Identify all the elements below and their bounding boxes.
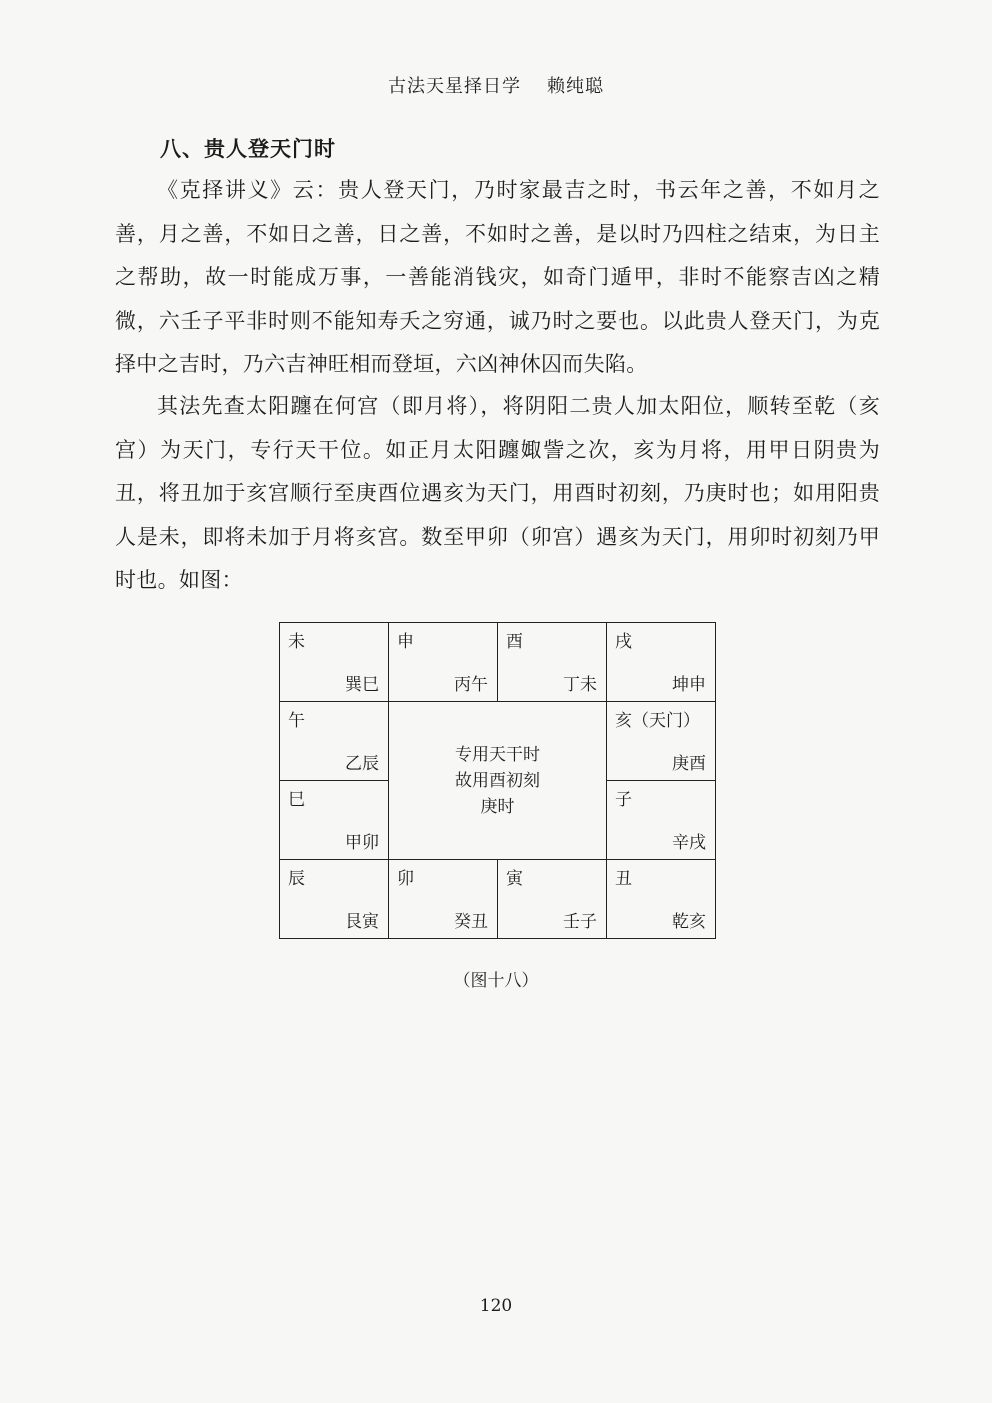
figure-caption: （图十八） [453,971,539,991]
author-name: 赖纯聪 [547,76,604,97]
center-line-1: 专用天干时 [455,744,540,765]
stem-label: 乙辰 [345,754,379,774]
stem-label: 癸丑 [454,912,488,932]
book-title: 古法天星择日学 [388,76,521,97]
branch-label: 子 [615,790,632,810]
palace-cell [389,860,498,939]
stem-label: 乾亥 [672,912,706,932]
stem-label: 丙午 [454,675,488,695]
center-line-2: 故用酉初刻 [455,770,540,791]
palace-cell [607,860,716,939]
branch-label: 申 [397,632,414,652]
palace-cell [280,860,389,939]
palace-cell [280,781,389,860]
palace-cell [280,702,389,781]
palace-cell [607,781,716,860]
paragraph-1: 《克择讲义》云：贵人登天门，乃时家最吉之时，书云年之善，不如月之善，月之善，不如日之善，日之善，不如时之善，是以时乃四柱之结束，为日主之帮助，故一时能成万事，一善能消钱灾，如奇门遁甲，非时不能察吉凶之精微，六壬子平非时则不能知寿夭之穷通，诚乃时之要也。以此贵人登天门，为克择中之吉时，乃六吉神旺相而登垣，六凶神休囚而失陷。 [115,178,880,376]
branch-label: 亥（天门） [615,711,700,731]
section-heading: 八、贵人登天门时 [160,137,336,161]
branch-label: 未 [288,632,305,652]
stem-label: 巽巳 [345,675,379,695]
branch-label: 戌 [615,632,632,652]
stem-label: 庚酉 [672,754,706,774]
stem-label: 甲卯 [345,833,379,853]
branch-label: 酉 [506,632,523,652]
page-number: 120 [479,1296,513,1316]
palace-cell [498,623,607,702]
branch-label: 寅 [506,869,523,889]
branch-label: 巳 [288,790,305,810]
stem-label: 坤申 [672,675,706,695]
paragraph-2: 其法先查太阳躔在何宫（即月将），将阴阳二贵人加太阳位，顺转至乾（亥宫）为天门，专行天干位。如正月太阳躔娵訾之次，亥为月将，用甲日阴贵为丑，将丑加于亥宫顺行至庚酉位遇亥为天门，用酉时初刻，乃庚时也；如用阳贵人是未，即将未加于月将亥宫。数至甲卯（卯宫）遇亥为天门，用卯时初刻乃甲时也。如图： [115,394,880,592]
palace-cell [498,860,607,939]
center-note [389,702,607,860]
stem-label: 丁未 [563,675,597,695]
stem-label: 壬子 [563,912,597,932]
branch-label: 午 [288,711,305,731]
figure-18-palace-chart [279,622,716,939]
branch-label: 卯 [397,869,414,889]
palace-cell [280,623,389,702]
branch-label: 辰 [288,869,305,889]
stem-label: 艮寅 [345,912,379,932]
running-header [0,72,992,98]
palace-cell [607,623,716,702]
palace-cell [389,623,498,702]
palace-cell-heaven-gate [607,702,716,781]
stem-label: 辛戌 [672,833,706,853]
branch-label: 丑 [615,869,632,889]
center-line-3: 庚时 [480,796,515,817]
